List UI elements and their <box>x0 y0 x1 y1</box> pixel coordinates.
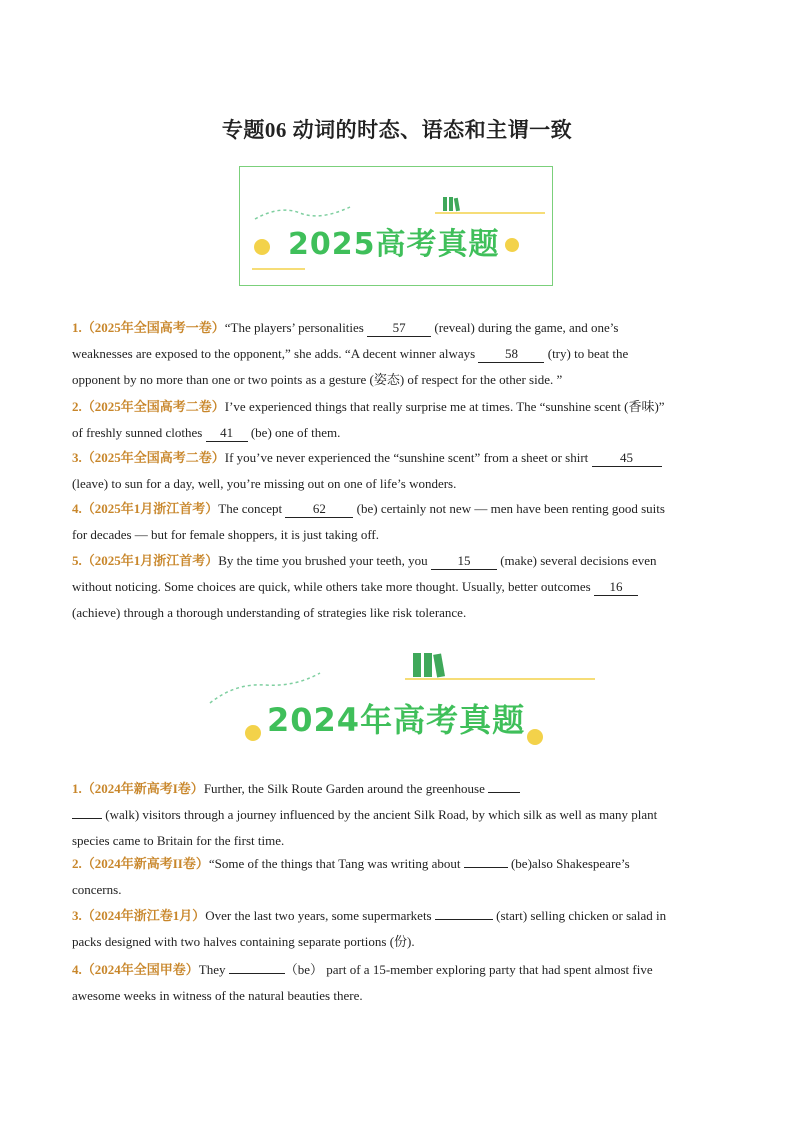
answer-blank <box>464 867 508 868</box>
answer-blank: 57 <box>367 320 431 337</box>
answer-blank <box>72 818 102 819</box>
answer-blank: 62 <box>285 501 353 518</box>
answer-blank <box>488 792 520 793</box>
banner-2024 <box>205 645 605 755</box>
page-title: 专题06 动词的时态、语态和主谓一致 <box>221 118 573 142</box>
question-2024-4: 4.（2024年全国甲卷）They （be） part of a 15-member exploring party that had spent almost five awesome weeks in witness of the natural beauties there. <box>72 962 653 1003</box>
banner-2025 <box>239 166 553 286</box>
question-source: （2024年浙江卷1月） <box>81 908 206 923</box>
question-source: （2025年全国高考二卷） <box>81 450 225 465</box>
question-source: （2025年1月浙江首考） <box>81 553 219 568</box>
answer-blank: 41 <box>206 425 248 442</box>
answer-blank <box>229 973 285 974</box>
question-2024-3: 3.（2024年浙江卷1月）Over the last two years, some supermarkets (start) selling chicken or salad in packs designed with two halves containing separate portions (份). <box>72 908 667 949</box>
answer-blank: 45 <box>592 450 662 467</box>
answer-blank <box>435 919 493 920</box>
question-2025-4: 4.（2025年1月浙江首考）The concept 62 (be) certainly not new — men have been renting good suits for decades — but for female shoppers, it is just taking off. <box>72 501 665 542</box>
answer-blank: 58 <box>478 346 544 363</box>
question-2025-5: 5.（2025年1月浙江首考）By the time you brushed your teeth, you 15 (make) several decisions even without noticing. Some choices are quick, while others take more thought. Usually, better outcomes 16 (achieve) through a thorough understanding of strategies like risk tolerance. <box>72 553 657 620</box>
question-2025-1: 1.（2025年全国高考一卷）“The players’ personalities 57 (reveal) during the game, and one’s weaknesses are exposed to the opponent,” she adds. “A decent winner always 58 (try) to beat the opponent by no more than one or two points as a gesture (姿态) of respect for the other side. ” <box>72 320 629 387</box>
answer-blank: 15 <box>431 553 497 570</box>
question-2025-2: 2.（2025年全国高考二卷）I’ve experienced things that really surprise me at times. The “sunshine scent (香味)” of freshly sunned clothes 41 (be) one of them. <box>72 399 665 440</box>
question-source: （2024年新高考I卷） <box>81 781 204 796</box>
banner-2025-text: 2025高考真题 <box>288 227 500 262</box>
question-source: （2025年全国高考一卷） <box>81 320 225 335</box>
banner-2024-text: 2024年高考真题 <box>267 701 526 739</box>
question-2024-2: 2.（2024年新高考II卷）“Some of the things that Tang was writing about (be)also Shakespeare’s concerns. <box>72 856 630 897</box>
question-source: （2024年新高考II卷） <box>81 856 209 871</box>
question-2025-3: 3.（2025年全国高考二卷）If you’ve never experienced the “sunshine scent” from a sheet or shirt 45 (leave) to sun for a day, well, you’re missing out on one of life’s wonders. <box>72 445 722 497</box>
question-2024-1: 1.（2024年新高考I卷）Further, the Silk Route Garden around the greenhouse (walk) visitors through a journey influenced by the ancient Silk Road, by which silk as well as many plant species came to Britain for the first time. <box>72 781 658 848</box>
question-source: （2025年全国高考二卷） <box>81 399 225 414</box>
question-source: （2025年1月浙江首考） <box>81 501 219 516</box>
question-source: （2024年全国甲卷） <box>81 962 199 977</box>
answer-blank: 16 <box>594 579 638 596</box>
